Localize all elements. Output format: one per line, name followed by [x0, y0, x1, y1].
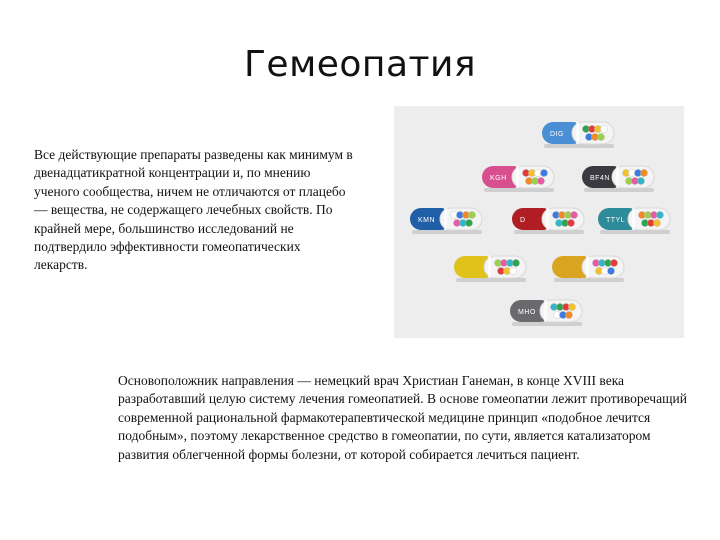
capsule [512, 208, 584, 234]
capsule [482, 166, 554, 192]
capsule [510, 300, 582, 326]
capsule-label: DIG [550, 131, 564, 138]
capsule [454, 256, 526, 282]
capsule-label: D [520, 217, 526, 224]
capsule-label: MHO [518, 309, 536, 316]
capsule-label: TTYL [606, 217, 626, 224]
paragraph-history: Основоположник направления — немецкий врач Христиан Ганеман, в конце XVIII века разработавший целую систему лечения гомеопатией. В основе гомеопатии лежит противоречащий современной рациональной фармакотерапевтической медицине принцип «подобное лечится подобным», поэтому лекарственное средство в гомеопатии, по сути, является катализатором развития облегченной формы болезни, от которой собирается лечиться пациент. [118, 373, 687, 462]
capsule [410, 208, 482, 234]
capsules-illustration [394, 106, 684, 338]
capsule [598, 208, 670, 234]
capsule [582, 166, 654, 192]
capsule [552, 256, 624, 282]
paragraph-intro: Все действующие препараты разведены как минимум в двенадцатикратной концентрации и, по мнению ученого сообщества, ничем не отличаются от плацебо — вещества, не содержащего лечебных свойств. По крайней мере, большинство исследований не подтвердило эффективности гомеопатических лекарств. [34, 147, 353, 273]
capsule [542, 122, 614, 148]
capsule-label: KGH [490, 175, 507, 182]
capsule-label: BF4N [590, 175, 610, 182]
slide-title: Гемеопатия [243, 44, 477, 85]
capsule-label: KMN [418, 217, 436, 224]
